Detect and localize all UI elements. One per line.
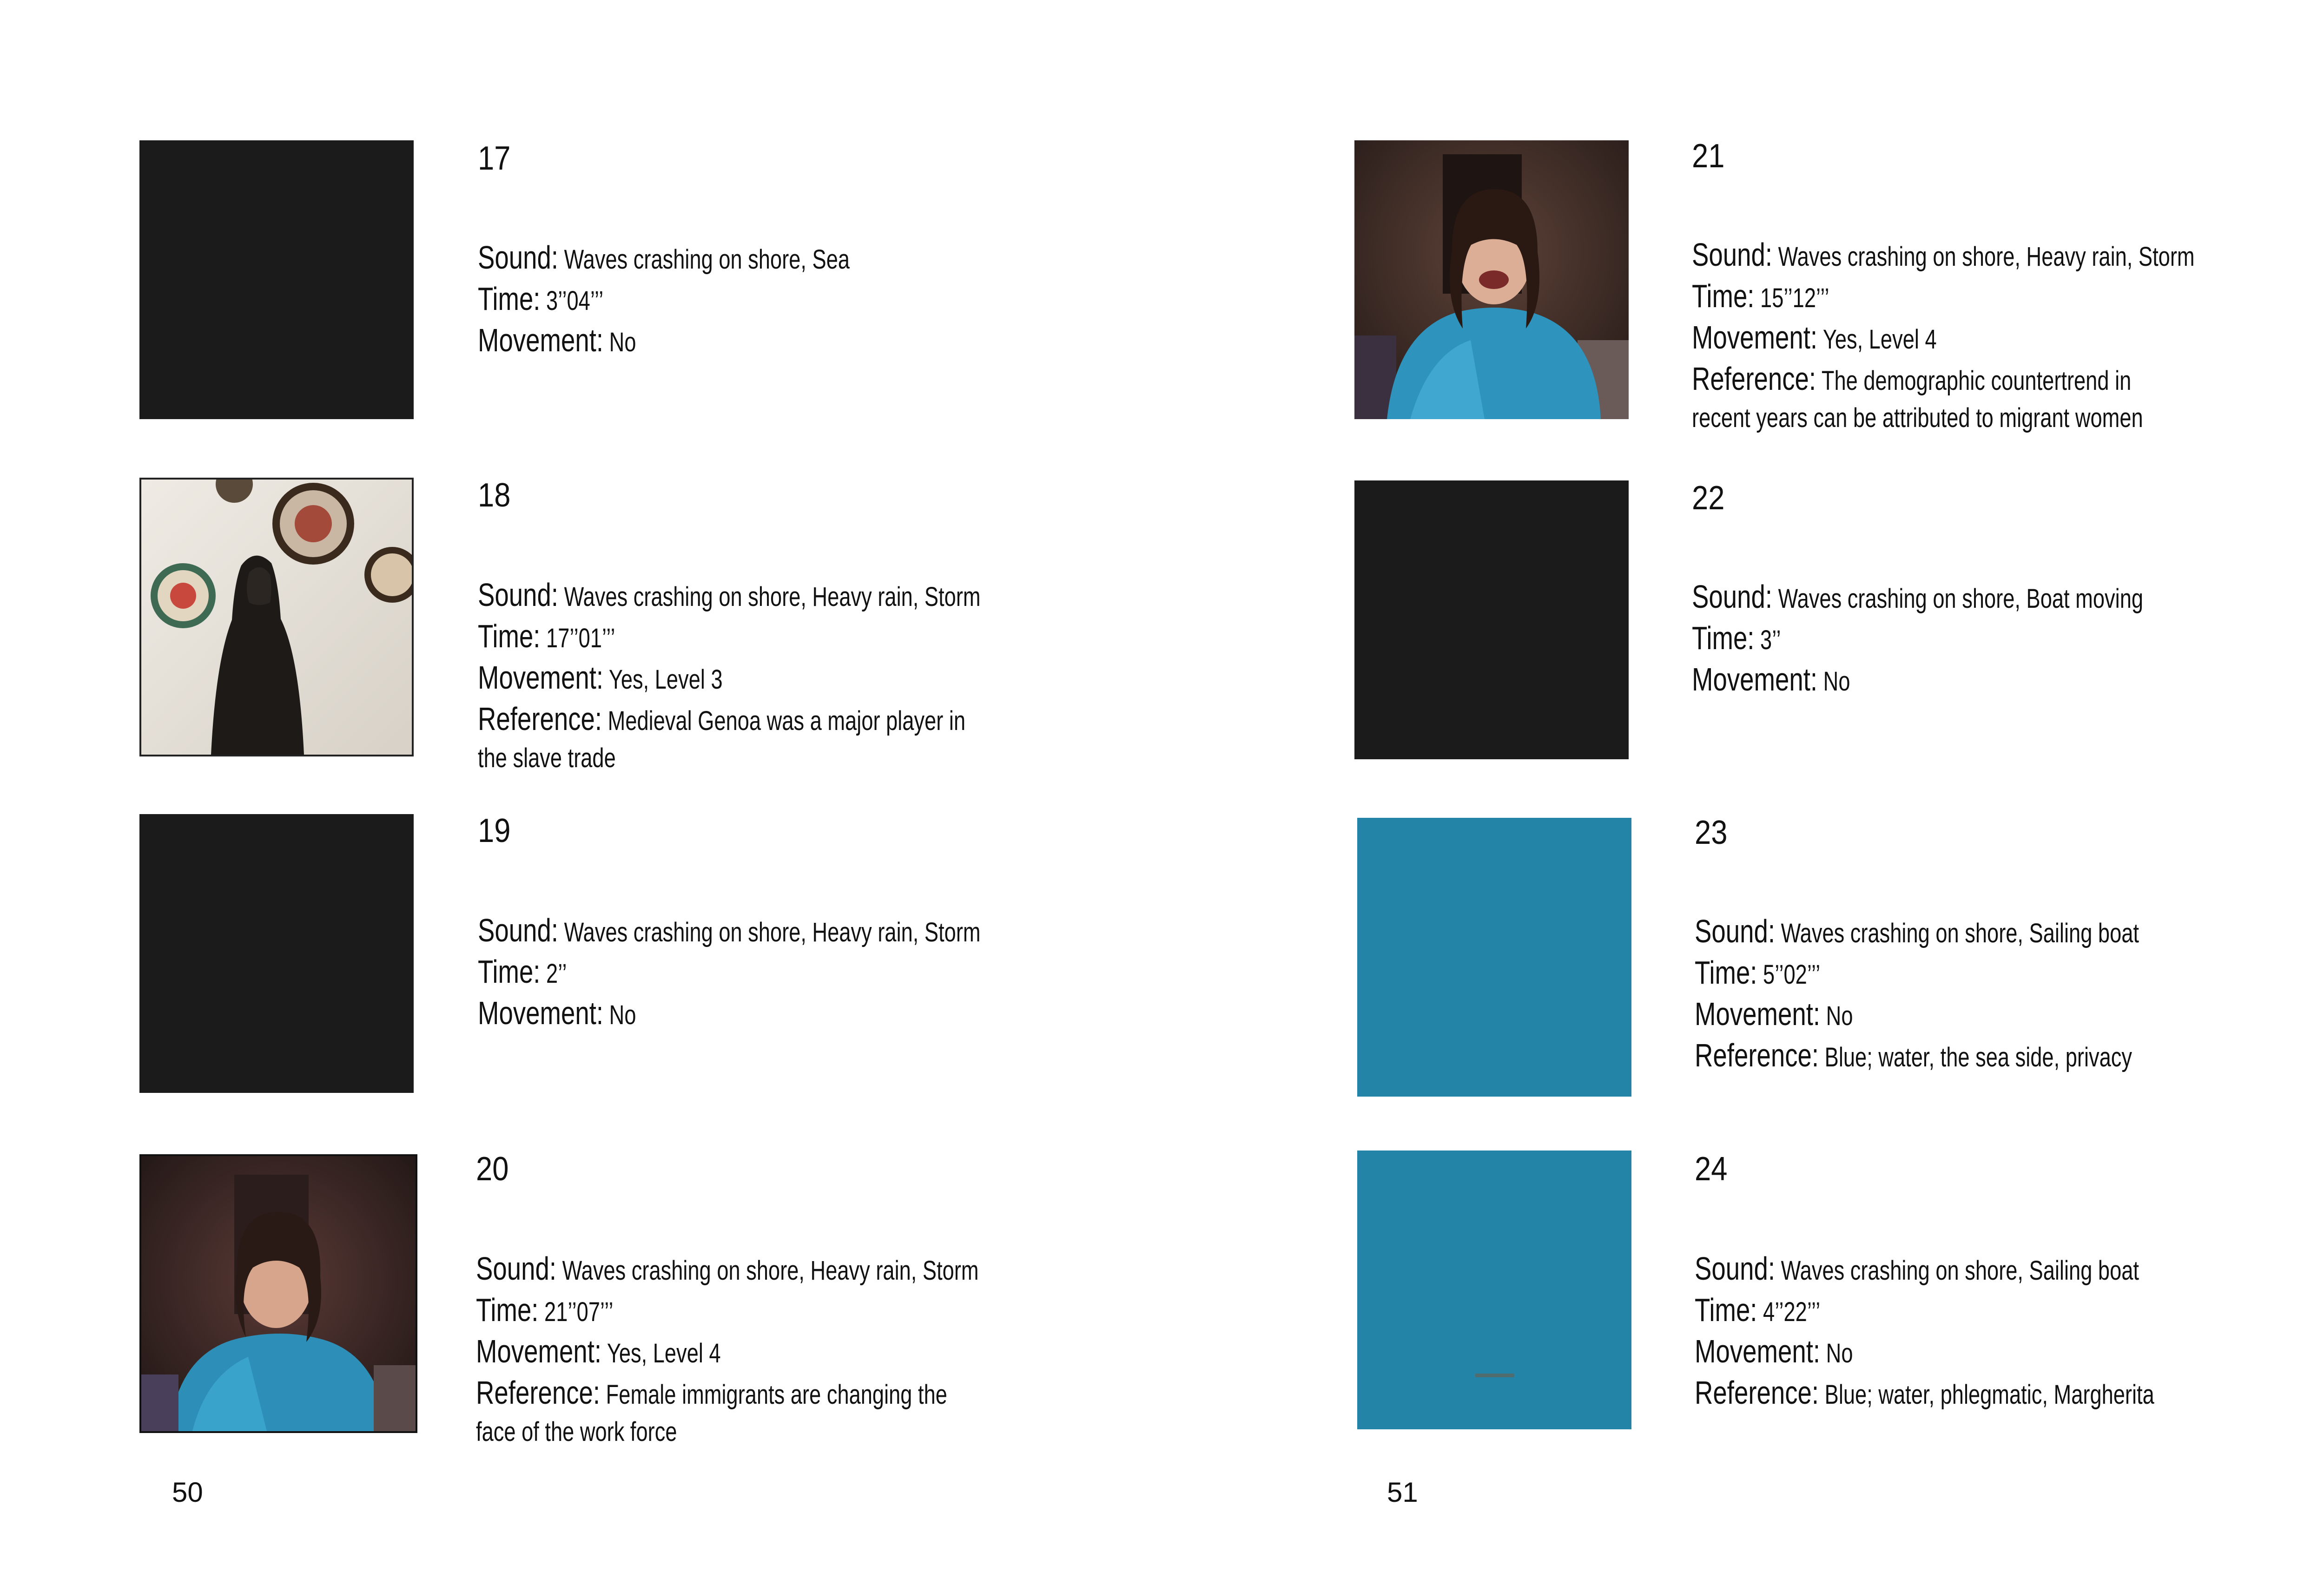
- time-value: 5’’02’’’: [1763, 960, 1821, 990]
- reference-value-continued: recent years can be attributed to migrant women: [1692, 403, 2143, 433]
- movement-label: Movement:: [478, 995, 604, 1031]
- entry-number-19: 19: [478, 812, 511, 849]
- reference-value: Blue; water, the sea side, privacy: [1824, 1042, 2133, 1072]
- movement-value: Yes, Level 3: [608, 664, 723, 695]
- reference-value-continued: the slave trade: [478, 743, 616, 773]
- time-value: 17’’01’’’: [546, 623, 615, 653]
- movement-label: Movement:: [1695, 1333, 1821, 1369]
- time-value: 2’’: [546, 959, 567, 989]
- time-label: Time:: [1692, 278, 1755, 314]
- reference-value: Blue; water, phlegmatic, Margherita: [1824, 1380, 2154, 1410]
- woman-laughing-photo: [1354, 140, 1629, 419]
- sound-label: Sound:: [476, 1250, 557, 1287]
- reference-value: Female immigrants are changing the: [606, 1380, 947, 1410]
- sound-value: Waves crashing on shore, Sea: [564, 244, 850, 275]
- horizon-line: [1475, 1374, 1514, 1377]
- time-label: Time:: [1695, 1292, 1757, 1328]
- movement-label: Movement:: [1692, 319, 1818, 355]
- time-label: Time:: [478, 281, 541, 317]
- sound-value: Waves crashing on shore, Heavy rain, Storm: [562, 1256, 979, 1286]
- sound-label: Sound:: [1695, 1250, 1776, 1287]
- sound-label: Sound:: [478, 577, 559, 613]
- thumbnail-17-black: [139, 140, 414, 419]
- time-label: Time:: [476, 1292, 539, 1328]
- thumbnail-21-photo: [1354, 140, 1629, 419]
- thumbnail-23-blue: [1357, 818, 1631, 1097]
- sound-label: Sound:: [478, 239, 559, 276]
- sound-value: Waves crashing on shore, Heavy rain, Storm: [564, 917, 981, 947]
- time-value: 21’’07’’’: [544, 1297, 614, 1327]
- movement-value: No: [1823, 666, 1850, 697]
- reference-value: Medieval Genoa was a major player in: [607, 706, 966, 736]
- entry-number-20: 20: [476, 1151, 509, 1188]
- entry-details-21: [1692, 235, 2195, 436]
- sound-value: Waves crashing on shore, Heavy rain, Storm: [564, 582, 981, 612]
- reference-value: The demographic countertrend in: [1821, 366, 2132, 396]
- reference-label: Reference:: [478, 701, 602, 737]
- movement-value: No: [609, 1000, 636, 1030]
- movement-label: Movement:: [476, 1333, 602, 1369]
- woman-blue-sweater-photo: [141, 1156, 416, 1431]
- movement-label: Movement:: [1692, 661, 1818, 697]
- time-value: 15’’12’’’: [1760, 283, 1829, 313]
- entry-number-23: 23: [1695, 814, 1728, 851]
- entry-number-21: 21: [1692, 138, 1725, 175]
- reference-value-continued: face of the work force: [476, 1417, 677, 1447]
- entry-details-24: [1695, 1249, 2154, 1414]
- sound-label: Sound:: [1695, 913, 1776, 949]
- reference-label: Reference:: [1695, 1037, 1819, 1073]
- thumbnail-24-blue: [1357, 1151, 1631, 1429]
- entry-number-17: 17: [478, 140, 511, 177]
- entry-details-19: [478, 911, 981, 1035]
- veiled-figure-photo: [141, 480, 412, 755]
- page-number-left: 50: [172, 1477, 203, 1508]
- thumbnail-18-photo: [139, 478, 414, 756]
- thumbnail-20-photo: [139, 1154, 417, 1433]
- time-value: 3’’04’’’: [546, 286, 604, 316]
- movement-label: Movement:: [478, 322, 604, 358]
- time-label: Time:: [1692, 620, 1755, 656]
- thumbnail-19-black: [139, 814, 414, 1093]
- sound-label: Sound:: [478, 912, 559, 948]
- movement-value: Yes, Level 4: [607, 1338, 721, 1368]
- time-label: Time:: [478, 953, 541, 990]
- sound-value: Waves crashing on shore, Sailing boat: [1781, 1256, 2139, 1286]
- entry-details-22: [1692, 577, 2143, 701]
- entry-number-24: 24: [1695, 1151, 1728, 1188]
- thumbnail-22-black: [1354, 480, 1629, 759]
- movement-value: No: [1826, 1001, 1853, 1031]
- entry-details-17: [478, 238, 850, 362]
- entry-details-20: [476, 1249, 979, 1450]
- entry-number-22: 22: [1692, 480, 1725, 517]
- entry-details-18: [478, 575, 981, 776]
- page-number-right: 51: [1387, 1477, 1418, 1508]
- entry-details-23: [1695, 912, 2139, 1077]
- movement-label: Movement:: [478, 659, 604, 696]
- sound-value: Waves crashing on shore, Boat moving: [1778, 584, 2144, 614]
- sound-label: Sound:: [1692, 237, 1773, 273]
- time-label: Time:: [1695, 954, 1757, 991]
- sound-value: Waves crashing on shore, Sailing boat: [1781, 918, 2139, 948]
- entry-number-18: 18: [478, 477, 511, 514]
- time-value: 3’’: [1760, 625, 1781, 655]
- movement-value: Yes, Level 4: [1822, 324, 1937, 355]
- reference-label: Reference:: [1692, 361, 1816, 397]
- movement-value: No: [609, 327, 636, 357]
- movement-value: No: [1826, 1338, 1853, 1368]
- time-label: Time:: [478, 618, 541, 654]
- sound-value: Waves crashing on shore, Heavy rain, Storm: [1778, 242, 2195, 272]
- time-value: 4’’22’’’: [1763, 1297, 1821, 1327]
- movement-label: Movement:: [1695, 996, 1821, 1032]
- reference-label: Reference:: [1695, 1374, 1819, 1411]
- sound-label: Sound:: [1692, 579, 1773, 615]
- reference-label: Reference:: [476, 1374, 601, 1411]
